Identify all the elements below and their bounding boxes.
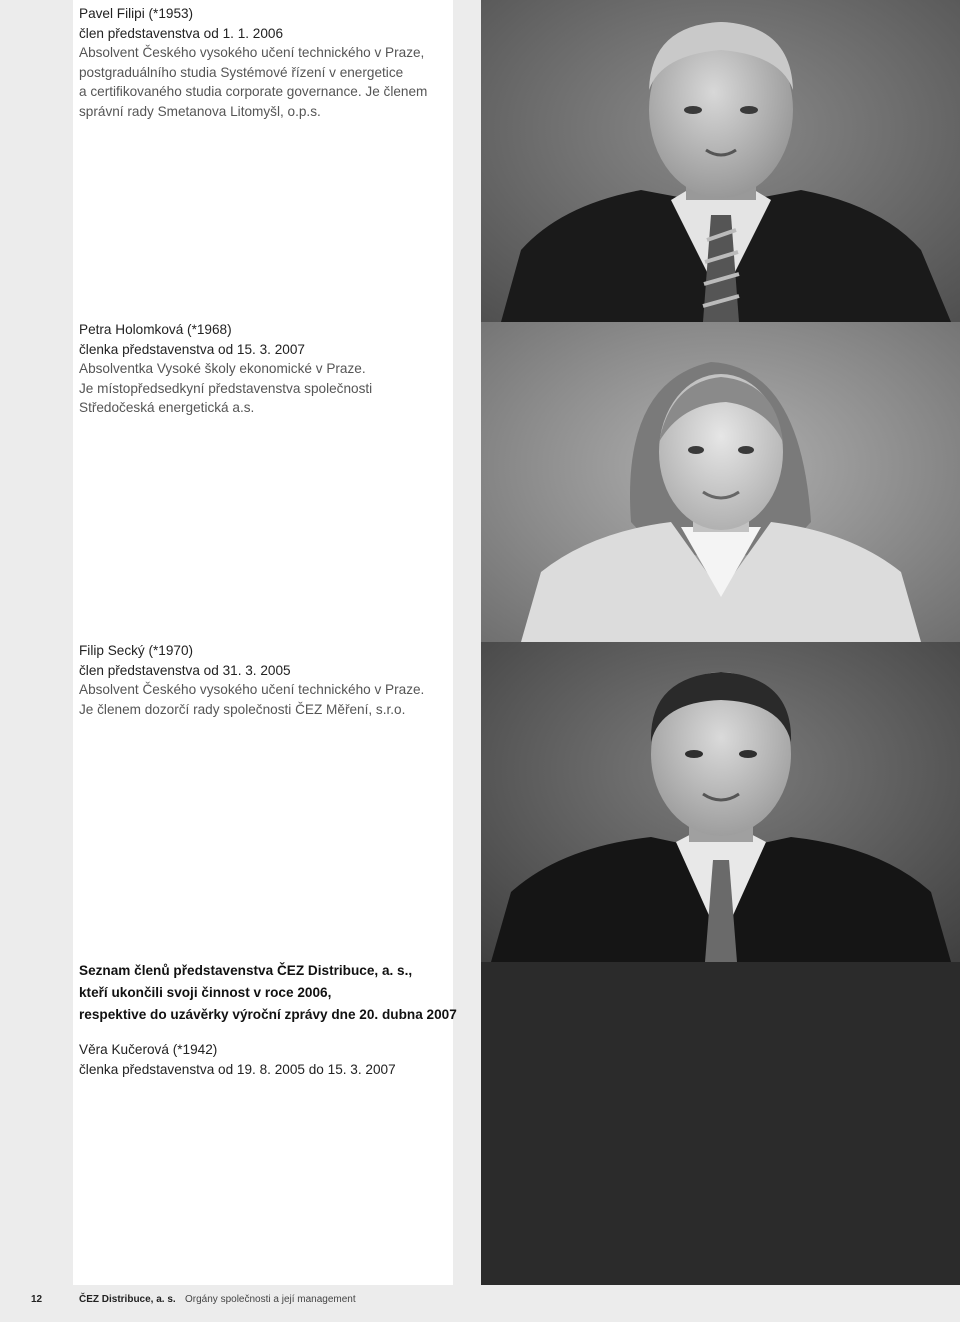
member-petra-holomkova <box>79 320 451 418</box>
member-name: Pavel Filipi (*1953) <box>79 6 194 21</box>
member-bio-line: postgraduálního studia Systémové řízení v energetice <box>79 64 404 80</box>
member-pavel-filipi <box>79 4 451 121</box>
former-members-heading <box>79 960 457 1026</box>
member-filip-secky <box>79 641 451 719</box>
member-bio-line: Je místopředsedkyní představenstva společnosti <box>79 380 373 396</box>
member-bio-line: Středočeská energetická a.s. <box>79 400 255 415</box>
portrait-vera-kucerova <box>481 962 960 1285</box>
member-bio-line: a certifikovaného studia corporate governance. Je členem <box>79 84 428 99</box>
member-bio-line: Absolvent Českého vysokého učení technického v Praze, <box>79 45 425 60</box>
heading-line: kteří ukončili svoji činnost v roce 2006, <box>79 985 332 1000</box>
member-name: Věra Kučerová (*1942) <box>79 1042 218 1057</box>
member-bio-line: správní rady Smetanova Litomyšl, o.p.s. <box>79 103 321 119</box>
photo-column <box>481 0 960 1285</box>
member-role: člen představenstva od 1. 1. 2006 <box>79 25 284 41</box>
page-footer <box>0 1286 960 1322</box>
member-role: členka představenstva od 19. 8. 2005 do 15. 3. 2007 <box>79 1061 396 1077</box>
member-name: Petra Holomková (*1968) <box>79 322 232 337</box>
portrait-pavel-filipi <box>481 0 960 322</box>
footer-section: Orgány společnosti a její management <box>185 1294 356 1305</box>
footer-company: ČEZ Distribuce, a. s. <box>79 1294 176 1305</box>
member-bio-line: Je členem dozorčí rady společnosti ČEZ Měření, s.r.o. <box>79 701 406 717</box>
member-name: Filip Secký (*1970) <box>79 643 194 658</box>
text-column <box>73 0 457 1285</box>
member-role: člen představenstva od 31. 3. 2005 <box>79 662 291 678</box>
heading-line: Seznam členů představenstva ČEZ Distribuce, a. s., <box>79 963 413 978</box>
portrait-filip-secky <box>481 642 960 962</box>
member-bio-line: Absolvent Českého vysokého učení technického v Praze. <box>79 682 425 697</box>
portrait-petra-holomkova <box>481 322 960 642</box>
page-number: 12 <box>31 1294 43 1305</box>
member-role: členka představenstva od 15. 3. 2007 <box>79 341 305 357</box>
member-bio-line: Absolventka Vysoké školy ekonomické v Praze. <box>79 361 366 376</box>
heading-line: respektive do uzávěrky výroční zprávy dne 20. dubna 2007 <box>79 1007 457 1022</box>
former-member-vera-kucerova <box>79 1040 451 1079</box>
